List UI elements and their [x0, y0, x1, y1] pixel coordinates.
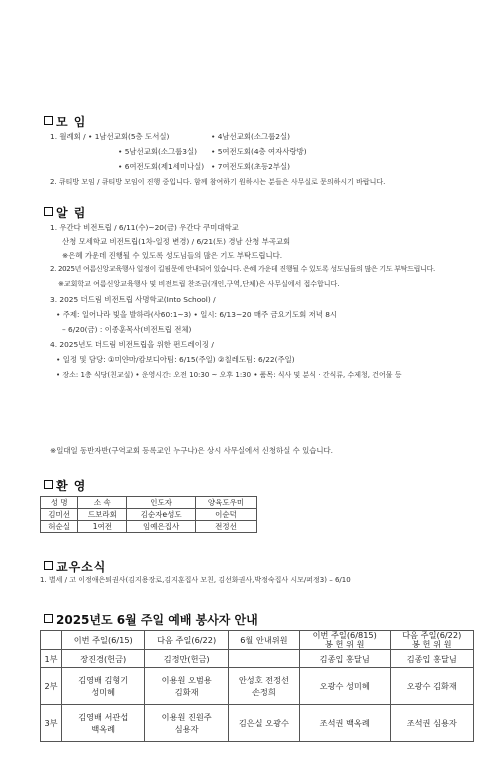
- service-header-this-week: 이번 주일(6/15): [62, 631, 145, 650]
- service-cell: 김은실 오광수: [228, 705, 299, 742]
- notice-line-1: 1. 우간다 비전트립 / 6/11(수)~20(금) 우간다 쿠미대학교: [50, 223, 239, 232]
- notice-line-6: 3. 2025 더드림 비전트립 사명학교(Into School) /: [50, 295, 216, 304]
- notice-line-7: • 주제: 일어나라 빛을 발하라(사60:1~3) • 일시: 6/13~20 매주 금요기도회 저녁 8시: [56, 310, 338, 319]
- notice-line-11: • 장소: 1층 식당(친교실) • 운영시간: 오전 10:30 ~ 오후 1:30 • 품목: 식사 및 분식 · 간식류, 수제청, 건어물 등: [56, 371, 402, 379]
- service-cell: 이용원 오범용 김화재: [145, 668, 228, 705]
- service-section-title: 2025년도 6월 주일 예배 봉사자 안내: [44, 611, 258, 628]
- service-cell: 조석권 백옥례: [299, 705, 390, 742]
- service-cell: 김정만(헌금): [145, 650, 228, 668]
- notice-line-5: ※교회학교 여름신앙교육행사 및 비전트립 찬조금(개인,구역,단체)은 사무실에서 접수합니다.: [58, 280, 340, 288]
- service-header-row: [41, 631, 474, 650]
- news-line-1: 1. 별세 / 고 이정애은퇴권사(김지용장로,김지훈집사 모친, 김선화권사,박정숙집사 시모/퍼정3) – 6/10: [40, 576, 351, 584]
- welcome-cell: 허순실: [41, 521, 78, 533]
- welcome-cell: 김미선: [41, 509, 78, 521]
- meeting-line-1b: • 4남선교회(소그룹2실): [211, 132, 290, 141]
- news-section-title: 교우소식: [44, 558, 106, 575]
- service-header-blank: [41, 631, 62, 650]
- welcome-header-group: 소 속: [78, 497, 127, 509]
- service-cell: 이용원 진원주 심용자: [145, 705, 228, 742]
- notice-line-8: – 6/20(금) : 이종훈목사(비전트립 전체): [62, 325, 192, 334]
- welcome-cell: 임예은집사: [127, 521, 196, 533]
- service-cell: 안성호 전정선 손정희: [228, 668, 299, 705]
- meeting-line-2: • 5남선교회(소그룹3실): [118, 147, 197, 156]
- notice-line-4: 2. 2025년 여름신앙교육행사 일정이 킬핌문에 안내되어 있습니다. 은혜 가운데 진행될 수 있도록 성도님들의 많은 기도 부탁드립니다.: [50, 265, 435, 273]
- service-part-label: 3부: [41, 705, 62, 742]
- service-part-label: 1부: [41, 650, 62, 668]
- meeting-line-1: 1. 월례회 / • 1남선교회(5층 도서실): [50, 132, 170, 141]
- meeting-line-2b: • 5여전도회(4층 여자사랑방): [211, 147, 307, 156]
- service-cell: 김영배 서관섭 백옥례: [62, 705, 145, 742]
- service-cell: 김종입 홍달님: [299, 650, 390, 668]
- welcome-header-guide: 인도자: [127, 497, 196, 509]
- service-header-offering-this: 이번 주일(6/815) 봉 헌 위 원: [299, 631, 390, 650]
- welcome-section-title: 환 영: [44, 477, 86, 494]
- notice-footnote: ※일대일 동반자반(구역교회 등록교인 누구나)은 상시 사무실에서 신청하실 수 있습니다.: [50, 446, 333, 455]
- welcome-header-row: [41, 497, 257, 509]
- meeting-line-4: 2. 큐티방 모임 / 큐티방 모임이 진행 중입니다. 함께 참여하기 원하시는 분들은 사무실로 문의하시기 바랍니다.: [50, 178, 386, 186]
- square-bullet-icon: [44, 614, 53, 623]
- service-cell: 오광수 성미혜: [299, 668, 390, 705]
- service-part-label: 2부: [41, 668, 62, 705]
- welcome-cell: 김순자e성도: [127, 509, 196, 521]
- table-row: [41, 521, 257, 533]
- meeting-section-title: 모 임: [44, 113, 86, 130]
- service-cell: 장진경(헌금): [62, 650, 145, 668]
- notice-line-9: 4. 2025년도 더드림 비전트립을 위한 펀드레이징 /: [50, 340, 214, 349]
- service-cell: 김종입 홍달님: [390, 650, 473, 668]
- square-bullet-icon: [44, 561, 53, 570]
- welcome-cell: 이순덕: [195, 509, 256, 521]
- service-header-offering-next: 다음 주일(6/22) 봉 헌 위 원: [390, 631, 473, 650]
- notice-line-10: • 일정 및 담당: ①미얀마/캄보디아팀: 6/15(주일) ②칠레도팀: 6/22(주일): [56, 355, 295, 364]
- welcome-cell: 드보라회: [78, 509, 127, 521]
- notice-line-2: 산청 모세학교 비전트립(1차-일정 변경) / 6/21(토) 경남 산청 부곡교회: [62, 237, 291, 246]
- notices-section-title: 알 림: [44, 204, 86, 221]
- table-row: [41, 705, 474, 742]
- square-bullet-icon: [44, 480, 53, 489]
- welcome-header-name: 성 명: [41, 497, 78, 509]
- welcome-table: [40, 496, 257, 533]
- welcome-cell: 전정선: [195, 521, 256, 533]
- table-row: [41, 509, 257, 521]
- service-header-next-week: 다음 주일(6/22): [145, 631, 228, 650]
- meeting-line-3b: • 7여전도회(초등2부실): [211, 162, 290, 171]
- service-cell: 김영배 김형기 성미혜: [62, 668, 145, 705]
- service-table: [40, 630, 474, 742]
- service-header-ushers: 6월 안내위원: [228, 631, 299, 650]
- square-bullet-icon: [44, 207, 53, 216]
- welcome-header-mentor: 양육도우미: [195, 497, 256, 509]
- service-cell: [228, 650, 299, 668]
- service-cell: 조석권 심용자: [390, 705, 473, 742]
- service-cell: 오광수 김화재: [390, 668, 473, 705]
- welcome-cell: 1여전: [78, 521, 127, 533]
- table-row: [41, 668, 474, 705]
- square-bullet-icon: [44, 116, 53, 125]
- notice-line-3: ※은혜 가운데 진행될 수 있도록 성도님들의 많은 기도 부탁드립니다.: [62, 251, 283, 260]
- meeting-line-3: • 6여전도회(제1세미나실): [118, 162, 205, 171]
- table-row: [41, 650, 474, 668]
